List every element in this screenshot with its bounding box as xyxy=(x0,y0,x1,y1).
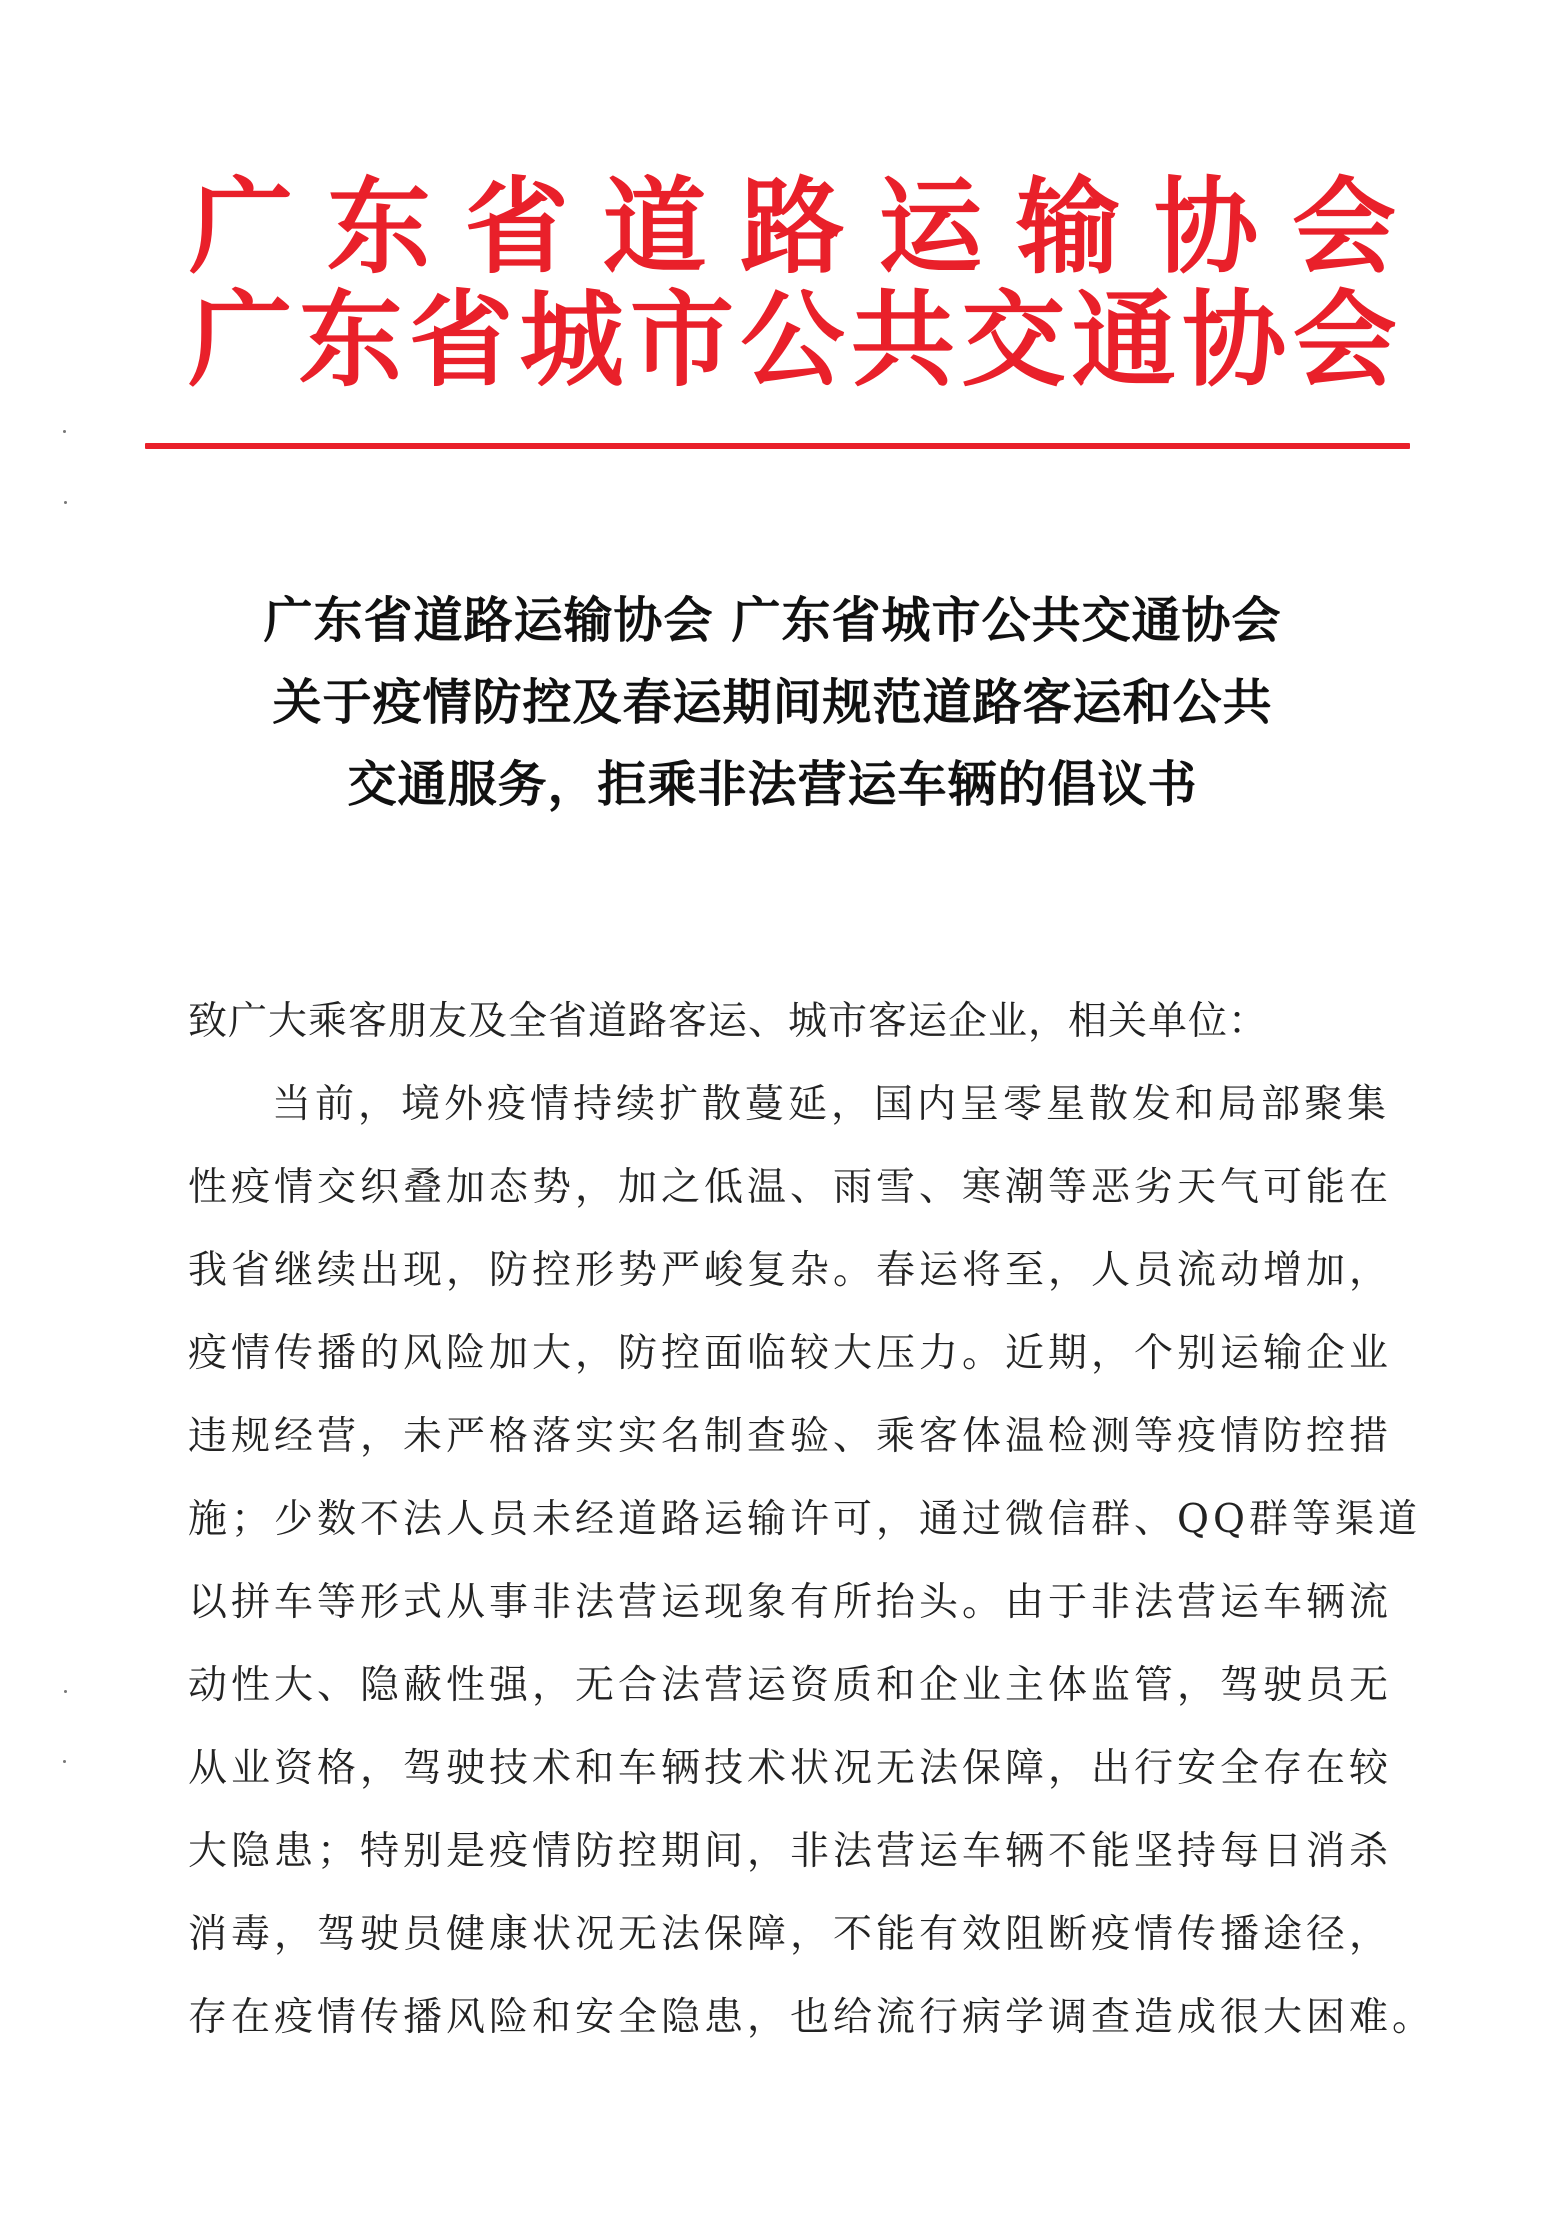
letterhead-char: 会 xyxy=(1292,278,1397,401)
document-title xyxy=(150,580,1395,826)
letterhead-char: 协 xyxy=(1154,165,1259,288)
salutation: 致广大乘客朋友及全省道路客运、城市客运企业，相关单位： xyxy=(188,999,1269,1044)
paragraph-line: 施；少数不法人员未经道路运输许可，通过微信群、QQ群等渠道 xyxy=(188,1497,1421,1542)
paragraph-line: 疫情传播的风险加大，防控面临较大压力。近期，个别运输企业 xyxy=(188,1331,1393,1376)
letterhead-char: 输 xyxy=(1016,165,1121,288)
letterhead-char: 道 xyxy=(602,165,707,288)
letterhead-char: 城 xyxy=(519,278,624,401)
letterhead-char: 省 xyxy=(409,278,514,401)
document-body xyxy=(188,980,1436,2059)
letterhead-char: 广 xyxy=(188,165,293,288)
letterhead xyxy=(185,165,1400,401)
paragraph-line: 以拼车等形式从事非法营运现象有所抬头。由于非法营运车辆流 xyxy=(188,1580,1393,1625)
scan-mark xyxy=(63,1760,66,1763)
scan-mark xyxy=(64,501,67,504)
letterhead-char: 共 xyxy=(850,278,955,401)
paragraph-line: 存在疫情传播风险和安全隐患，也给流行病学调查造成很大困难。 xyxy=(188,1995,1436,2040)
letterhead-divider xyxy=(145,443,1410,449)
scan-mark xyxy=(64,1690,67,1693)
paragraph-line: 违规经营，未严格落实实名制查验、乘客体温检测等疫情防控措 xyxy=(188,1414,1393,1459)
letterhead-char: 东 xyxy=(326,165,431,288)
paragraph-line: 消毒，驾驶员健康状况无法保障，不能有效阻断疫情传播途径， xyxy=(188,1912,1393,1957)
letterhead-char: 路 xyxy=(740,165,845,288)
letterhead-line-2 xyxy=(185,278,1400,401)
letterhead-char: 交 xyxy=(961,278,1066,401)
paragraph-line: 性疫情交织叠加态势，加之低温、雨雪、寒潮等恶劣天气可能在 xyxy=(188,1165,1393,1210)
paragraph-line: 从业资格，驾驶技术和车辆技术状况无法保障，出行安全存在较 xyxy=(188,1746,1393,1791)
letterhead-char: 东 xyxy=(298,278,403,401)
paragraph-line: 大隐患；特别是疫情防控期间，非法营运车辆不能坚持每日消杀 xyxy=(188,1829,1393,1874)
letterhead-char: 会 xyxy=(1291,165,1396,288)
paragraph-line: 动性大、隐蔽性强，无合法营运资质和企业主体监管，驾驶员无 xyxy=(188,1663,1393,1708)
letterhead-char: 通 xyxy=(1071,278,1176,401)
title-line-2: 关于疫情防控及春运期间规范道路客运和公共 xyxy=(272,674,1273,731)
letterhead-line-1 xyxy=(185,165,1400,288)
letterhead-char: 公 xyxy=(740,278,845,401)
letterhead-char: 运 xyxy=(878,165,983,288)
title-line-1: 广东省道路运输协会 广东省城市公共交通协会 xyxy=(263,592,1282,649)
paragraph-line: 当前，境外疫情持续扩散蔓延，国内呈零星散发和局部聚集 xyxy=(272,1082,1391,1127)
letterhead-char: 广 xyxy=(188,278,293,401)
letterhead-char: 市 xyxy=(630,278,735,401)
letterhead-char: 协 xyxy=(1182,278,1287,401)
title-line-3: 交通服务，拒乘非法营运车辆的倡议书 xyxy=(347,756,1198,813)
scan-mark xyxy=(63,430,66,433)
letterhead-char: 省 xyxy=(464,165,569,288)
paragraph-line: 我省继续出现，防控形势严峻复杂。春运将至，人员流动增加， xyxy=(188,1248,1393,1293)
